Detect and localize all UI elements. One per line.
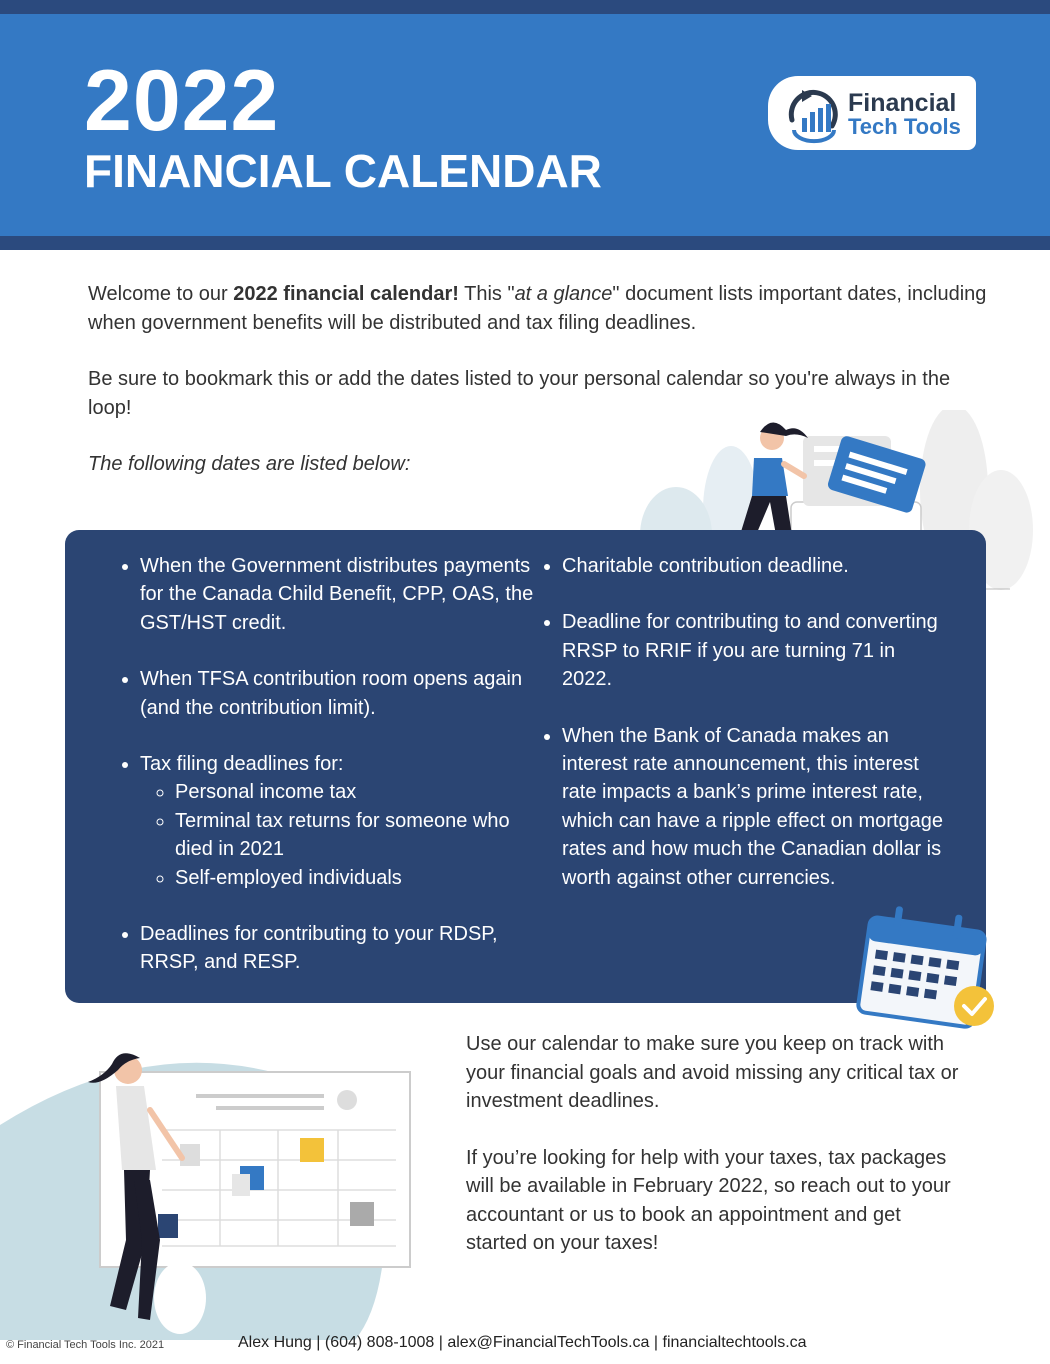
page-title: FINANCIAL CALENDAR xyxy=(84,145,602,197)
list-item: • When the Government distributes payments for the Canada Child Benefit, CPP, OAS, the GST/HST credit. xyxy=(140,552,535,637)
list-item: • Deadline for contributing to and converting RRSP to RRIF if you are turning 71 in 2022. xyxy=(562,608,944,693)
calendar-check-icon xyxy=(856,906,1001,1036)
brand-logo xyxy=(768,76,976,150)
closing-text xyxy=(466,1030,966,1286)
list-item: • Tax filing deadlines for: ◦ Personal income tax ◦ Terminal tax returns for someone who died in 2021 ◦ Self-employed individuals xyxy=(140,750,535,892)
page-year: 2022 xyxy=(84,53,280,149)
closing-paragraph-1: Use our calendar to make sure you keep on track with your financial goals and avoid missing any critical tax or investment deadlines. xyxy=(466,1033,959,1112)
header-bottom-strip xyxy=(0,236,1050,250)
sub-list-item: ◦ Terminal tax returns for someone who died in 2021 xyxy=(175,807,535,864)
panel-left-column xyxy=(140,552,535,1005)
list-item: • Deadlines for contributing to your RDSP, RRSP, and RESP. xyxy=(140,920,535,977)
sub-list-item: ◦ Self-employed individuals xyxy=(175,864,535,892)
logo-text-line1: Financial xyxy=(848,89,957,117)
tax-deadline-sublist xyxy=(140,778,535,892)
copyright-notice: © Financial Tech Tools Inc. 2021 xyxy=(6,1339,165,1351)
dates-summary-panel xyxy=(65,530,986,1003)
logo-mark-icon xyxy=(782,82,844,144)
list-item: • When the Bank of Canada makes an interest rate announcement, this interest rate impacts a bank’s prime interest rate, which can have a ripple effect on mortgage rates and how much the Canadian dollar is worth against other currencies. xyxy=(562,722,944,892)
woman-with-planner-illustration xyxy=(0,1040,430,1340)
sub-list-item: ◦ Personal income tax xyxy=(175,778,535,806)
contact-info: Alex Hung | (604) 808-1008 | alex@FinancialTechTools.ca | financialtechtools.ca xyxy=(238,1334,807,1351)
closing-paragraph-2: If you’re looking for help with your taxes, tax packages will be available in February 2022, so reach out to your accountant or us to book an appointment and get started on your taxes! xyxy=(466,1146,951,1254)
list-item: • Charitable contribution deadline. xyxy=(562,552,944,580)
header-top-strip xyxy=(0,0,1050,14)
panel-right-column xyxy=(562,552,944,920)
logo-text-line2: Tech Tools xyxy=(848,114,961,139)
intro-paragraph-2: Be sure to bookmark this or add the dates listed to your personal calendar so you're always in the loop! xyxy=(88,368,951,419)
intro-paragraph-3: The following dates are listed below: xyxy=(88,453,411,475)
list-item: • When TFSA contribution room opens again (and the contribution limit). xyxy=(140,665,535,722)
intro-paragraph-1: Welcome to our 2022 financial calendar! This "at a glance" document lists important dates, including when government benefits will be distributed and tax filing deadlines. xyxy=(88,283,987,334)
